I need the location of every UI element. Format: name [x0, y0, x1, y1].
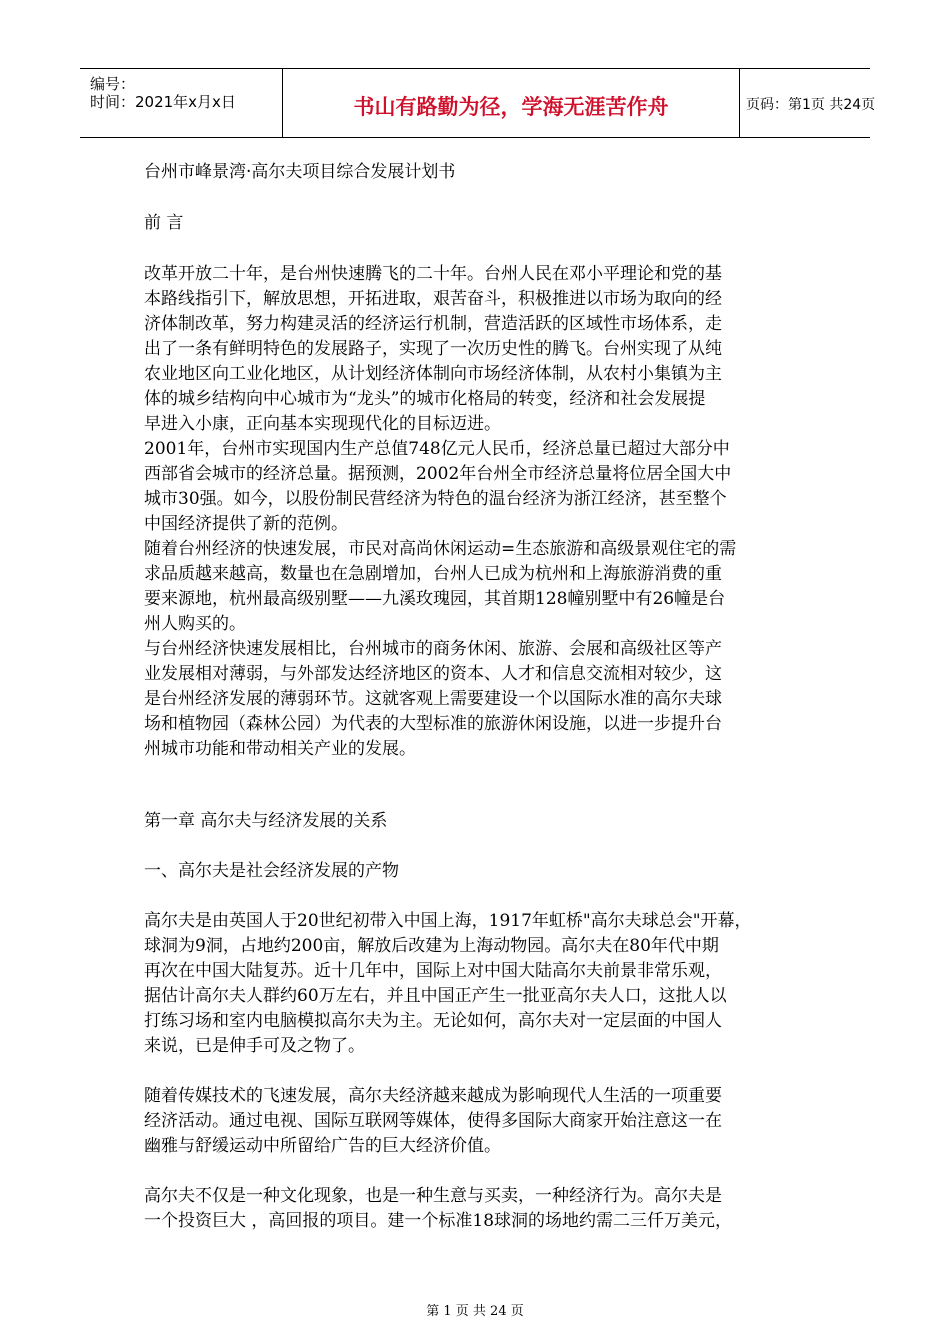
text-line: 城市30强。如今，以股份制民营经济为特色的温台经济为浙江经济，甚至整个: [144, 489, 727, 509]
text-line: 与台州经济快速发展相比，台州城市的商务休闲、旅游、会展和高级社区等产: [144, 639, 722, 659]
text-line: 州城市功能和带动相关产业的发展。: [144, 739, 416, 759]
text-line: 场和植物园（森林公园）为代表的大型标准的旅游休闲设施，以进一步提升台: [144, 714, 722, 734]
text-line: 州人购买的。: [144, 614, 246, 634]
text-line: 高尔夫是由英国人于20世纪初带入中国上海，1917年虹桥"高尔夫球总会"开幕，: [144, 911, 752, 931]
text-line: 幽雅与舒缓运动中所留给广告的巨大经济价值。: [144, 1136, 501, 1156]
header-motto-cell: [282, 69, 740, 137]
header-page-cell: [738, 69, 876, 137]
document-title: 台州市峰景湾·高尔夫项目综合发展计划书: [144, 162, 456, 182]
text-line: 业发展相对薄弱，与外部发达经济地区的资本、人才和信息交流相对较少，这: [144, 664, 722, 684]
text-line: 经济活动。通过电视、国际互联网等媒体，使得多国际大商家开始注意这一在: [144, 1111, 722, 1131]
text-line: 体的城乡结构向中心城市为“龙头”的城市化格局的转变，经济和社会发展提: [144, 389, 706, 409]
text-line: 求品质越来越高，数量也在急剧增加，台州人已成为杭州和上海旅游消费的重: [144, 564, 722, 584]
text-line: 改革开放二十年，是台州快速腾飞的二十年。台州人民在邓小平理论和党的基: [144, 264, 722, 284]
section-heading: 一、高尔夫是社会经济发展的产物: [144, 861, 399, 881]
text-line: 打练习场和室内电脑模拟高尔夫为主。无论如何，高尔夫对一定层面的中国人: [144, 1011, 722, 1031]
text-line: 球洞为9洞，占地约200亩，解放后改建为上海动物园。高尔夫在80年代中期: [144, 936, 719, 956]
text-line: 本路线指引下，解放思想，开拓进取，艰苦奋斗，积极推进以市场为取向的经: [144, 289, 722, 309]
document-number-label: 编号：: [90, 75, 136, 93]
text-line: 是台州经济发展的薄弱环节。这就客观上需要建设一个以国际水准的高尔夫球: [144, 689, 722, 709]
chapter-heading: 第一章 高尔夫与经济发展的关系: [144, 811, 388, 831]
page-header: [80, 68, 876, 138]
text-line: 早进入小康，正向基本实现现代化的目标迈进。: [144, 414, 501, 434]
text-line: 一个投资巨大 ，高回报的项目。建一个标准18球洞的场地约需二三仟万美元，: [144, 1211, 733, 1231]
text-line: 高尔夫不仅是一种文化现象，也是一种生意与买卖，一种经济行为。高尔夫是: [144, 1186, 722, 1206]
text-line: 2001年，台州市实现国内生产总值748亿元人民币，经济总量已超过大部分中: [144, 439, 730, 459]
page-footer: 第 1 页 共 24 页: [426, 1304, 524, 1319]
text-line: 随着台州经济的快速发展，市民对高尚休闲运动=生态旅游和高级景观住宅的需: [144, 539, 737, 559]
text-line: 济体制改革，努力构建灵活的经济运行机制，营造活跃的区域性市场体系，走: [144, 314, 722, 334]
text-line: 随着传媒技术的飞速发展，高尔夫经济越来越成为影响现代人生活的一项重要: [144, 1086, 722, 1106]
preface-heading: 前 言: [144, 213, 184, 233]
text-line: 西部省会城市的经济总量。据预测，2002年台州全市经济总量将位居全国大中: [144, 464, 732, 484]
text-line: 再次在中国大陆复苏。近十几年中，国际上对中国大陆高尔夫前景非常乐观，: [144, 961, 722, 981]
text-line: 来说，已是伸手可及之物了。: [144, 1036, 365, 1056]
text-line: 中国经济提供了新的范例。: [144, 514, 348, 534]
header-meta-cell: [80, 69, 282, 137]
text-line: 农业地区向工业化地区，从计划经济体制向市场经济体制，从农村小集镇为主: [144, 364, 722, 384]
text-line: 据估计高尔夫人群约60万左右，并且中国正产生一批亚高尔夫人口，这批人以: [144, 986, 727, 1006]
text-line: 出了一条有鲜明特色的发展路子，实现了一次历史性的腾飞。台州实现了从纯: [144, 339, 722, 359]
document-date: 时间：2021年x月x日: [90, 93, 236, 111]
header-page-info: 页码：第1页 共24页: [746, 97, 876, 113]
text-line: 要来源地，杭州最高级别墅——九溪玫瑰园，其首期128幢别墅中有26幢是台: [144, 589, 726, 609]
header-motto: 书山有路勤为径，学海无涯苦作舟: [353, 95, 669, 119]
